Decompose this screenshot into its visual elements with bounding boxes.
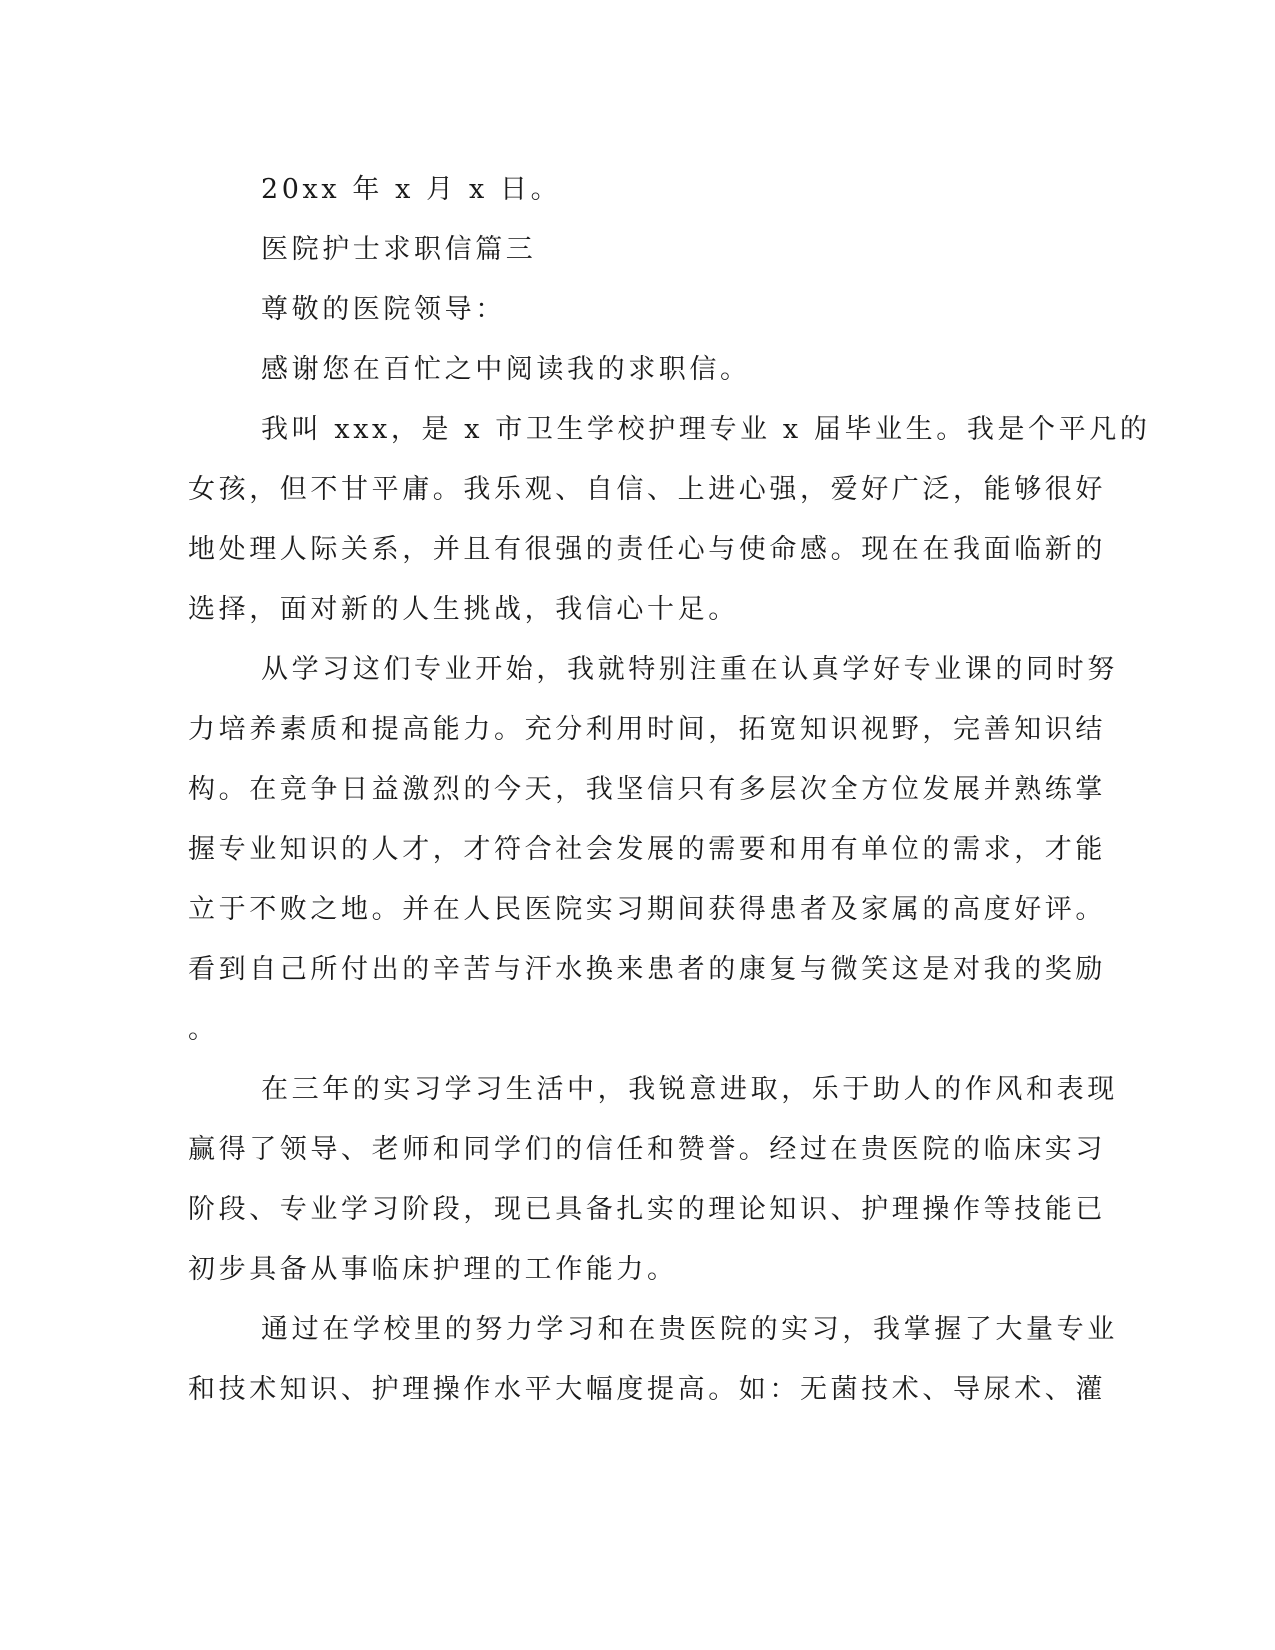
paragraph-line: 地处理人际关系，并且有很强的责任心与使命感。现在在我面临新的 [188, 534, 1106, 565]
paragraph-line: 构。在竞争日益激烈的今天，我坚信只有多层次全方位发展并熟练掌 [188, 774, 1106, 805]
paragraph-line: 在三年的实习学习生活中，我锐意进取，乐于助人的作风和表现 [261, 1074, 1118, 1105]
paragraph-line: 选择，面对新的人生挑战，我信心十足。 [188, 594, 739, 625]
paragraph-line: 通过在学校里的努力学习和在贵医院的实习，我掌握了大量专业 [261, 1314, 1118, 1345]
paragraph [188, 340, 1068, 400]
section-title: 医院护士求职信篇三 [261, 234, 537, 265]
paragraph [188, 1060, 1118, 1300]
paragraph-line: 和技术知识、护理操作水平大幅度提高。如：无菌技术、导尿术、灌 [188, 1374, 1106, 1405]
date-line: 20xx 年 x 月 x 日。 [261, 174, 562, 205]
paragraph-line: 赢得了领导、老师和同学们的信任和赞誉。经过在贵医院的临床实习 [188, 1134, 1106, 1165]
paragraph [188, 640, 1118, 1060]
paragraph-line: 立于不败之地。并在人民医院实习期间获得患者及家属的高度好评。 [188, 894, 1106, 925]
paragraph-line: 我叫 xxx，是 x 市卫生学校护理专业 x 届毕业生。我是个平凡的 [261, 414, 1151, 445]
salutation: 尊敬的医院领导： [261, 294, 506, 325]
paragraph-line: 初步具备从事临床护理的工作能力。 [188, 1254, 678, 1285]
paragraph-line: 女孩，但不甘平庸。我乐观、自信、上进心强，爱好广泛，能够很好 [188, 474, 1106, 505]
paragraph-line: 感谢您在百忙之中阅读我的求职信。 [261, 354, 751, 385]
letter-body [188, 160, 1151, 1420]
paragraph-line: 看到自己所付出的辛苦与汗水换来患者的康复与微笑这是对我的奖励 [188, 954, 1106, 985]
paragraph-line: 阶段、专业学习阶段，现已具备扎实的理论知识、护理操作等技能已 [188, 1194, 1106, 1225]
paragraph-line: 从学习这们专业开始，我就特别注重在认真学好专业课的同时努 [261, 654, 1118, 685]
paragraph-line: 握专业知识的人才，才符合社会发展的需要和用有单位的需求，才能 [188, 834, 1106, 865]
paragraph [188, 1300, 1118, 1420]
paragraph-line: 。 [188, 1014, 219, 1045]
paragraph [188, 400, 1151, 640]
paragraph-line: 力培养素质和提高能力。充分利用时间，拓宽知识视野，完善知识结 [188, 714, 1106, 745]
